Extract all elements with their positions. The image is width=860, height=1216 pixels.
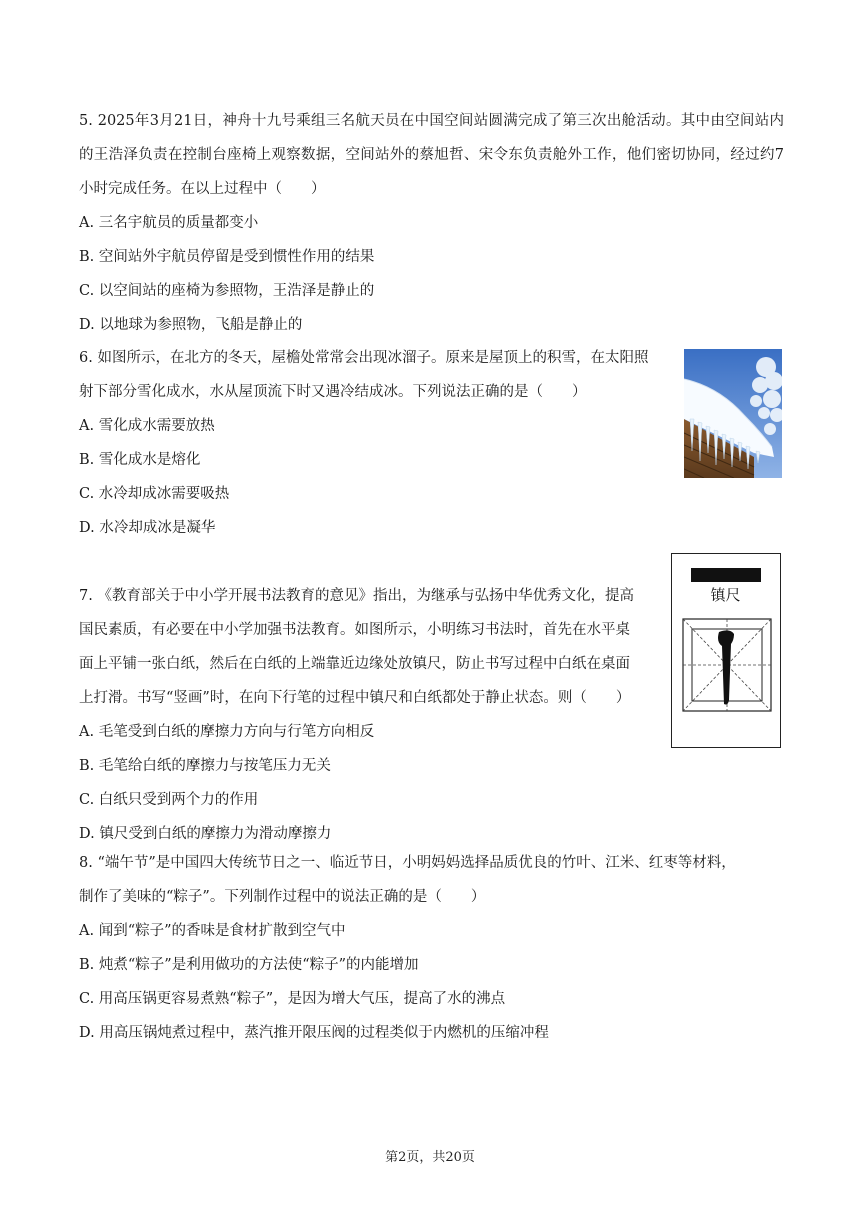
question-8-option-c[interactable]: C. 用高压锅更容易煮熟“粽子”，是因为增大气压，提高了水的沸点 xyxy=(79,991,506,1007)
question-7-option-a[interactable]: A. 毛笔受到白纸的摩擦力方向与行笔方向相反 xyxy=(79,724,375,740)
question-7-stem-line-2: 国民素质，有必要在中小学加强书法教育。如图所示，小明练习书法时，首先在水平桌 xyxy=(79,622,630,638)
question-5-option-c[interactable]: C. 以空间站的座椅为参照物，王浩泽是静止的 xyxy=(79,283,375,299)
paperweight-calligraphy-figure xyxy=(671,553,781,748)
question-8-option-b[interactable]: B. 炖煮“粽子”是利用做功的方法使“粽子”的内能增加 xyxy=(79,957,419,973)
icicle-roof-photo xyxy=(684,349,782,478)
paperweight-bar xyxy=(691,568,761,582)
question-7-stem-line-1: 7. 《教育部关于中小学开展书法教育的意见》指出，为继承与弘扬中华优秀文化，提高 xyxy=(79,588,634,604)
question-7 xyxy=(79,579,659,851)
question-5-option-a[interactable]: A. 三名宇航员的质量都变小 xyxy=(79,215,259,231)
question-7-option-b[interactable]: B. 毛笔给白纸的摩擦力与按笔压力无关 xyxy=(79,758,331,774)
question-7-option-c[interactable]: C. 白纸只受到两个力的作用 xyxy=(79,792,259,808)
question-8-stem-line-1: 8. “端午节”是中国四大传统节日之一、临近节日，小明妈妈选择品质优良的竹叶、江米、红枣等材料， xyxy=(79,855,736,871)
question-5 xyxy=(79,104,784,342)
page-footer: 第2页，共20页 xyxy=(385,1150,475,1165)
question-8-option-d[interactable]: D. 用高压锅炖煮过程中，蒸汽推开限压阀的过程类似于内燃机的压缩冲程 xyxy=(79,1025,549,1041)
question-7-stem-line-3: 面上平铺一张白纸，然后在白纸的上端靠近边缘处放镇尺，防止书写过程中白纸在桌面 xyxy=(79,656,630,672)
question-6-option-b[interactable]: B. 雪化成水是熔化 xyxy=(79,452,201,468)
question-7-option-d[interactable]: D. 镇尺受到白纸的摩擦力为滑动摩擦力 xyxy=(79,826,332,842)
question-7-stem-line-4: 上打滑。书写“竖画”时，在向下行笔的过程中镇尺和白纸都处于静止状态。则（ ） xyxy=(79,690,631,706)
question-6-stem-line-2: 射下部分雪化成水，水从屋顶流下时又遇冷结成冰。下列说法正确的是（ ） xyxy=(79,384,587,400)
question-5-option-d[interactable]: D. 以地球为参照物，飞船是静止的 xyxy=(79,317,303,333)
question-8 xyxy=(79,846,784,1050)
question-5-stem: 5. 2025年3月21日，神舟十九号乘组三名航天员在中国空间站圆满完成了第三次出舱活动。其中由空间站内的王浩泽负责在控制台座椅上观察数据，空间站外的蔡旭哲、宋令东负责舱外工作，他们密切协同，经过约7小时完成任务。在以上过程中（ ） xyxy=(79,113,784,197)
question-6-stem-line-1: 6. 如图所示，在北方的冬天，屋檐处常常会出现冰溜子。原来是屋顶上的积雪，在太阳照 xyxy=(79,350,649,366)
question-8-option-a[interactable]: A. 闻到“粽子”的香味是食材扩散到空气中 xyxy=(79,923,346,939)
question-6-option-a[interactable]: A. 雪化成水需要放热 xyxy=(79,418,215,434)
question-6 xyxy=(79,341,679,545)
question-6-option-c[interactable]: C. 水冷却成冰需要吸热 xyxy=(79,486,230,502)
question-6-option-d[interactable]: D. 水冷却成冰是凝华 xyxy=(79,520,216,536)
calligraphy-grid xyxy=(682,618,772,712)
paperweight-label: 镇尺 xyxy=(710,586,741,604)
question-8-stem-line-2: 制作了美味的“粽子”。下列制作过程中的说法正确的是（ ） xyxy=(79,889,486,905)
question-5-option-b[interactable]: B. 空间站外宇航员停留是受到惯性作用的结果 xyxy=(79,249,375,265)
